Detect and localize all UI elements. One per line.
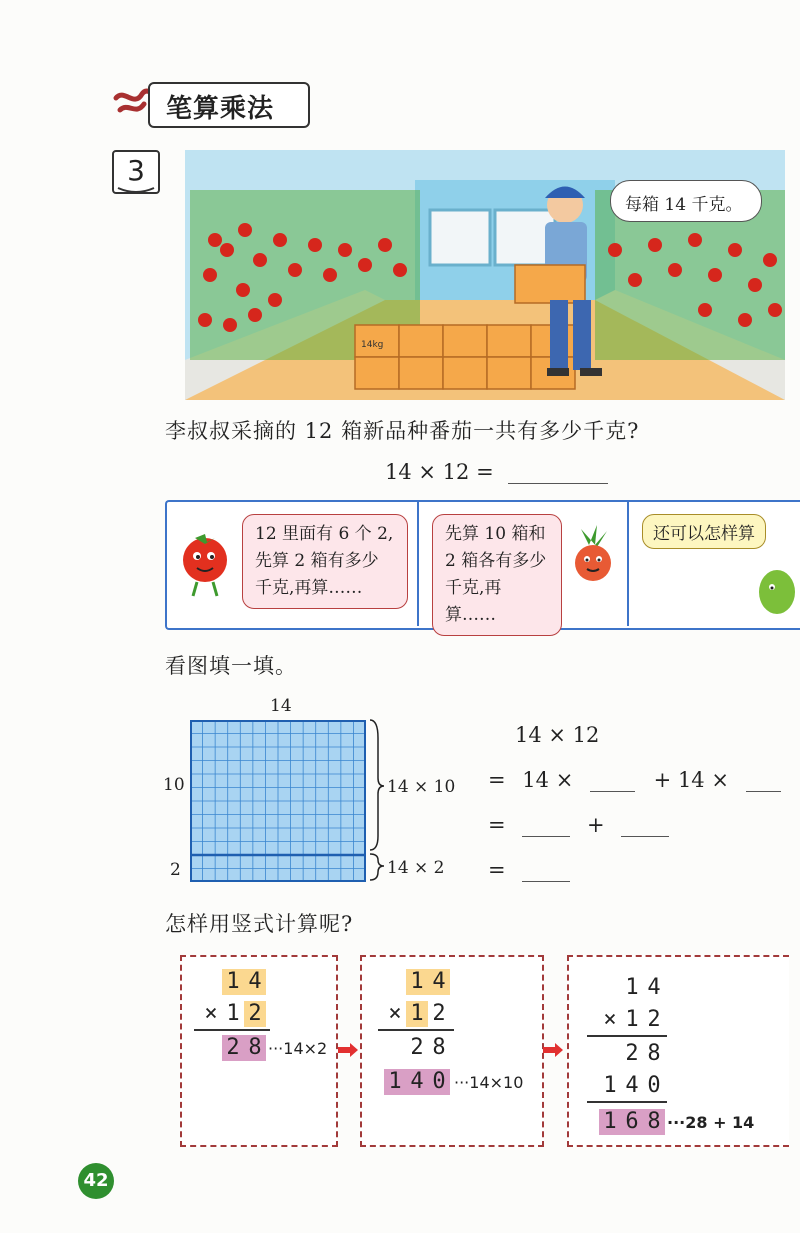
fill-prompt: 看图填一填。 — [165, 654, 297, 678]
digit: 2 — [625, 1041, 639, 1066]
rule-line — [587, 1101, 667, 1103]
digit: 2 — [410, 1035, 424, 1060]
digit: 1 — [226, 1001, 240, 1026]
vertical-step-2 — [360, 955, 544, 1147]
rule-line — [194, 1029, 270, 1031]
step4-blank[interactable] — [522, 881, 570, 882]
problem-number-badge: 3 — [112, 150, 160, 194]
digit: 8 — [647, 1041, 661, 1066]
step3-plus: + — [586, 813, 605, 837]
grid-left-bottom-label: 2 — [170, 860, 181, 880]
question-text: 李叔叔采摘的 12 箱新品种番茄一共有多少千克? — [165, 419, 640, 443]
radish-character-icon — [567, 517, 617, 597]
digit: 1 — [625, 975, 639, 1000]
step2-note: ···14×10 — [454, 1073, 524, 1092]
tomato-hint: 12 里面有 6 个 2,先算 2 箱有多少千克,再算…… — [242, 514, 408, 609]
step2-equals: = — [488, 768, 506, 792]
tomato-character-icon — [177, 522, 237, 602]
digit: 2 — [647, 1007, 661, 1032]
multiplication-grid — [190, 720, 366, 882]
arrow-right-icon — [543, 1043, 563, 1057]
times-sign: × — [204, 1001, 218, 1026]
brace-icon — [368, 718, 386, 884]
step-line-2 — [488, 768, 781, 792]
step-line-3 — [488, 813, 669, 837]
digit: 2 — [222, 1035, 244, 1061]
greenhouse-illustration — [185, 150, 785, 400]
digit: 1 — [384, 1069, 406, 1095]
vertical-step-1 — [180, 955, 338, 1147]
step2-blank-1[interactable] — [590, 791, 635, 792]
step3-blank-1[interactable] — [522, 836, 570, 837]
rule-line — [587, 1035, 667, 1037]
digit: 1 — [222, 969, 244, 995]
digit: 1 — [625, 1007, 639, 1032]
grid-top-label: 14 — [270, 696, 292, 716]
digit: 0 — [647, 1073, 661, 1098]
brace-top-label: 14 × 10 — [387, 777, 456, 797]
step4-equals: = — [488, 858, 506, 882]
digit: 4 — [428, 969, 450, 995]
rule-line — [378, 1029, 454, 1031]
digit: 1 — [406, 1001, 428, 1027]
book-icon — [116, 186, 156, 196]
step1-note: ···14×2 — [268, 1039, 328, 1058]
digit: 2 — [432, 1001, 446, 1026]
times-sign: × — [603, 1007, 617, 1032]
section-title: 笔算乘法 — [166, 94, 275, 124]
digit: 0 — [428, 1069, 450, 1095]
pepper-character-icon — [742, 557, 800, 617]
pepper-hint: 还可以怎样算 — [642, 514, 766, 549]
speech-text: 每箱 14 千克。 — [625, 195, 743, 215]
step2-term-b: + 14 × — [653, 768, 729, 792]
step2-blank-2[interactable] — [746, 791, 781, 792]
digit: 1 — [603, 1073, 617, 1098]
digit: 4 — [406, 1069, 428, 1095]
radish-hint: 先算 10 箱和 2 箱各有多少千克,再算…… — [432, 514, 562, 636]
brace-bottom-label: 14 × 2 — [387, 858, 445, 878]
digit: 8 — [643, 1109, 665, 1135]
equation-text: 14 × 12 = — [385, 460, 494, 484]
step3-equals: = — [488, 813, 506, 837]
vertical-prompt: 怎样用竖式计算呢? — [165, 912, 354, 936]
hint-panel — [165, 500, 800, 630]
grid-left-top-label: 10 — [163, 775, 185, 795]
times-sign: × — [388, 1001, 402, 1026]
step2-term-a: 14 × — [522, 768, 574, 792]
step-line-1: 14 × 12 — [515, 723, 600, 747]
digit: 4 — [625, 1073, 639, 1098]
vertical-step-3 — [567, 955, 789, 1147]
digit: 4 — [244, 969, 266, 995]
answer-blank[interactable] — [508, 483, 608, 484]
digit: 1 — [406, 969, 428, 995]
main-equation — [385, 460, 608, 484]
arrow-right-icon — [338, 1043, 358, 1057]
digit: 8 — [432, 1035, 446, 1060]
page-number: 42 — [78, 1163, 114, 1199]
digit: 4 — [647, 975, 661, 1000]
digit: 2 — [244, 1001, 266, 1027]
digit: 8 — [244, 1035, 266, 1061]
step3-blank-2[interactable] — [621, 836, 669, 837]
box-label: 14kg — [361, 340, 384, 350]
digit: 6 — [621, 1109, 643, 1135]
digit: 1 — [599, 1109, 621, 1135]
step3-note: ···28 + 14 — [667, 1113, 755, 1132]
step-line-4 — [488, 858, 570, 882]
section-tag — [112, 80, 312, 130]
